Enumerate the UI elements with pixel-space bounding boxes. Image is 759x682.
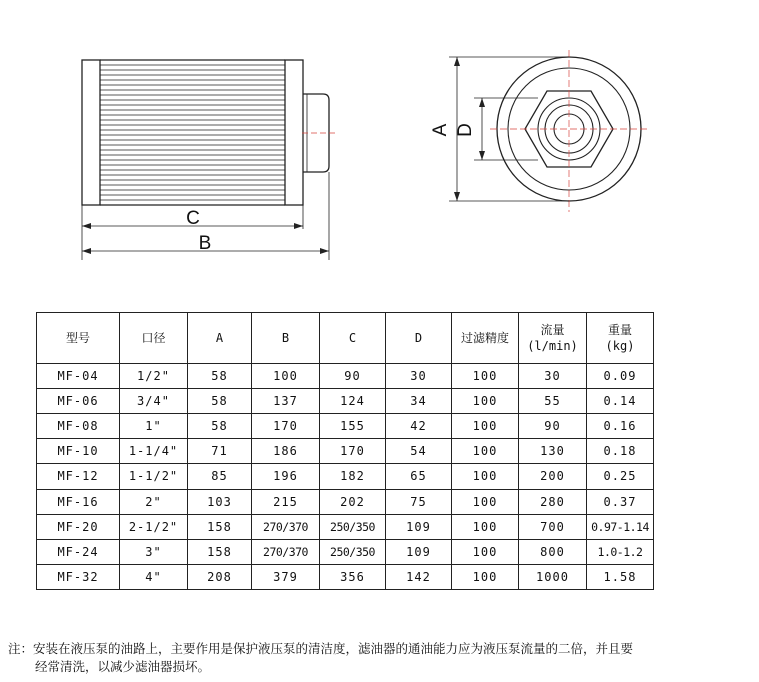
column-header-label: 重量 <box>607 323 632 337</box>
table-cell: 109 <box>386 514 452 539</box>
table-cell: 30 <box>386 364 452 389</box>
table-cell: 100 <box>452 414 519 439</box>
note-line-1: 注：安装在液压泵的油路上，主要作用是保护液压泵的清洁度，滤油器的通油能力应为液压泵流量的二倍，并且要 <box>8 641 634 656</box>
table-cell: 250/350 <box>320 514 386 539</box>
table-cell: MF-12 <box>37 464 120 489</box>
table-cell: 90 <box>519 414 587 439</box>
table-cell: 103 <box>188 489 252 514</box>
column-header-label: D <box>414 331 423 345</box>
column-header <box>252 313 320 364</box>
table-cell: 58 <box>188 414 252 439</box>
table-cell: MF-32 <box>37 564 120 589</box>
table-cell: 4" <box>120 564 188 589</box>
table-cell: 1.0-1.2 <box>587 539 654 564</box>
table-cell: 65 <box>386 464 452 489</box>
table-cell: MF-10 <box>37 439 120 464</box>
table-cell: 700 <box>519 514 587 539</box>
table-cell: 100 <box>452 514 519 539</box>
table-cell: 100 <box>252 364 320 389</box>
table-row <box>37 514 654 539</box>
table-cell: 356 <box>320 564 386 589</box>
installation-note <box>8 640 753 676</box>
table-cell: 100 <box>452 439 519 464</box>
table-row <box>37 489 654 514</box>
left-end-cap <box>82 60 100 205</box>
table-row <box>37 439 654 464</box>
table-cell: 270/370 <box>252 514 320 539</box>
table-cell: 1-1/2" <box>120 464 188 489</box>
column-header <box>120 313 188 364</box>
table-cell: 196 <box>252 464 320 489</box>
column-header-label: 型号 <box>65 331 90 345</box>
column-header-label: 流量 <box>540 323 565 337</box>
table-cell: 100 <box>452 564 519 589</box>
column-header-unit: (l/min) <box>527 339 578 353</box>
table-cell: 100 <box>452 389 519 414</box>
table-cell: 158 <box>188 514 252 539</box>
column-header <box>320 313 386 364</box>
table-cell: 0.14 <box>587 389 654 414</box>
table-cell: 142 <box>386 564 452 589</box>
table-cell: 170 <box>252 414 320 439</box>
column-header <box>386 313 452 364</box>
note-line-2: 经常清洗，以减少滤油器损坏。 <box>35 659 211 674</box>
column-header-label: 过滤精度 <box>460 331 509 345</box>
table-cell: 2-1/2" <box>120 514 188 539</box>
table-row <box>37 464 654 489</box>
table-cell: 202 <box>320 489 386 514</box>
table-cell: 75 <box>386 489 452 514</box>
table-cell: 1.58 <box>587 564 654 589</box>
table-cell: 208 <box>188 564 252 589</box>
table-cell: 186 <box>252 439 320 464</box>
table-row <box>37 564 654 589</box>
table-cell: 90 <box>320 364 386 389</box>
table-cell: 1000 <box>519 564 587 589</box>
table-row <box>37 389 654 414</box>
technical-drawing <box>0 0 759 300</box>
table-cell: 182 <box>320 464 386 489</box>
table-cell: 130 <box>519 439 587 464</box>
table-cell: 54 <box>386 439 452 464</box>
side-view <box>449 50 650 212</box>
table-cell: 0.37 <box>587 489 654 514</box>
table-cell: 3" <box>120 539 188 564</box>
column-header-label: 口径 <box>141 331 166 345</box>
table-cell: 137 <box>252 389 320 414</box>
table-cell: 42 <box>386 414 452 439</box>
table-cell: 100 <box>452 489 519 514</box>
table-cell: 0.18 <box>587 439 654 464</box>
column-header <box>519 313 587 364</box>
outer-circle <box>497 57 641 201</box>
table-cell: 250/350 <box>320 539 386 564</box>
table-cell: 2" <box>120 489 188 514</box>
table-body <box>37 364 654 590</box>
table-header-row <box>37 313 654 364</box>
dim-label-c: C <box>186 208 200 229</box>
table-cell: 85 <box>188 464 252 489</box>
right-end-cap <box>285 60 303 205</box>
column-header-label: B <box>281 331 290 345</box>
table-cell: 0.09 <box>587 364 654 389</box>
table-cell: 1-1/4" <box>120 439 188 464</box>
table-cell: 280 <box>519 489 587 514</box>
front-view <box>82 60 338 260</box>
spec-table <box>36 312 654 590</box>
table-cell: 109 <box>386 539 452 564</box>
table-cell: MF-04 <box>37 364 120 389</box>
column-header-unit: (kg) <box>605 339 635 353</box>
table-cell: MF-24 <box>37 539 120 564</box>
column-header-label: C <box>348 331 357 345</box>
table-cell: 800 <box>519 539 587 564</box>
table-cell: 0.97-1.14 <box>587 514 654 539</box>
table-cell: 0.16 <box>587 414 654 439</box>
dim-label-b: B <box>198 233 212 254</box>
table-cell: 100 <box>452 464 519 489</box>
table-cell: MF-08 <box>37 414 120 439</box>
table-cell: 100 <box>452 364 519 389</box>
table-cell: MF-20 <box>37 514 120 539</box>
table-cell: 379 <box>252 564 320 589</box>
table-cell: 1" <box>120 414 188 439</box>
table-cell: 71 <box>188 439 252 464</box>
table-cell: 124 <box>320 389 386 414</box>
table-cell: 55 <box>519 389 587 414</box>
table-cell: MF-06 <box>37 389 120 414</box>
column-header <box>188 313 252 364</box>
column-header <box>587 313 654 364</box>
table-cell: 170 <box>320 439 386 464</box>
table-cell: 158 <box>188 539 252 564</box>
column-header <box>452 313 519 364</box>
table-cell: 155 <box>320 414 386 439</box>
table-cell: 0.25 <box>587 464 654 489</box>
table-cell: MF-16 <box>37 489 120 514</box>
table-row <box>37 539 654 564</box>
table-row <box>37 364 654 389</box>
column-header <box>37 313 120 364</box>
filter-pleats <box>100 65 285 200</box>
table-cell: 34 <box>386 389 452 414</box>
dim-label-d: D <box>455 123 476 137</box>
column-header-label: A <box>215 331 224 345</box>
table-cell: 3/4" <box>120 389 188 414</box>
table-cell: 270/370 <box>252 539 320 564</box>
table-cell: 1/2" <box>120 364 188 389</box>
table-cell: 58 <box>188 389 252 414</box>
table-row <box>37 414 654 439</box>
table-cell: 58 <box>188 364 252 389</box>
table-cell: 30 <box>519 364 587 389</box>
table-cell: 200 <box>519 464 587 489</box>
table-cell: 100 <box>452 539 519 564</box>
dim-label-a: A <box>430 123 451 137</box>
table-cell: 215 <box>252 489 320 514</box>
